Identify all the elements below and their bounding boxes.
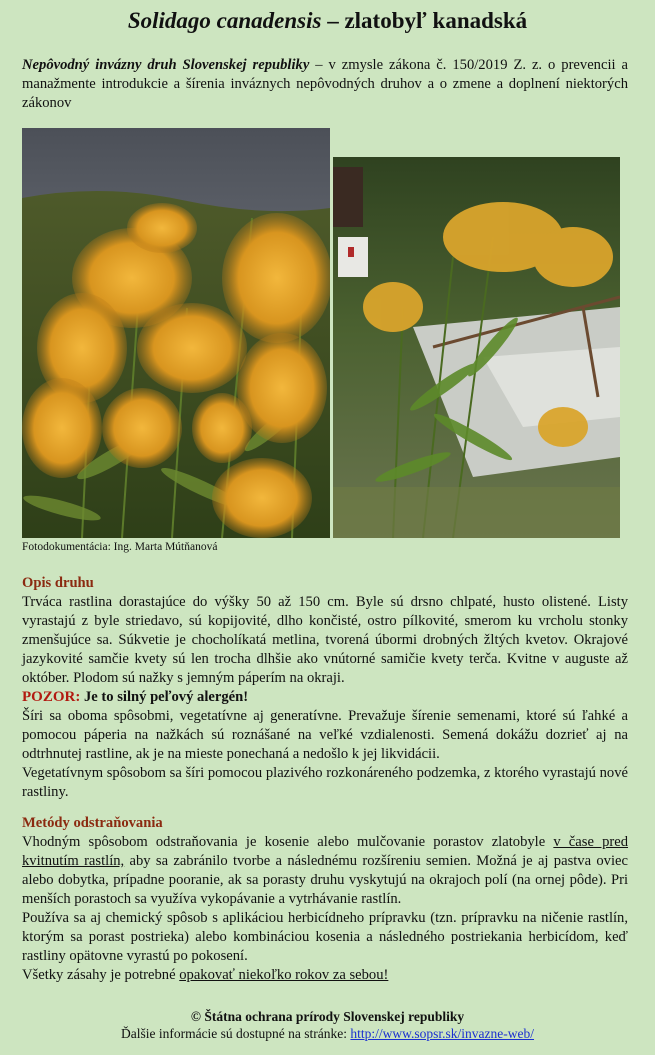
removal-section xyxy=(22,814,628,985)
photo-goldenrod-habitat xyxy=(333,157,620,538)
photo-goldenrod-closeup xyxy=(22,128,330,538)
footer-copyright: © Štátna ochrana prírody Slovenskej republiky xyxy=(190,1009,465,1024)
footer-info xyxy=(0,1026,655,1042)
removal-p1-underlined: v čase pred kvitnutím rastlín, xyxy=(22,834,629,869)
description-paragraph-2: Šíri sa oboma spôsobmi, vegetatívne aj generatívne. Prevažuje šírenie semenami, ktoré sú ľahké a pomocou páperia na nažkách sú roznášané na veľké vzdialenosti. Semená dokážu dozrieť aj na odtrhnutej rastline, ak je na mieste ponechaná a nedošlo k jej likvidácii. xyxy=(22,708,628,762)
description-paragraph-1: Trváca rastlina dorastajúce do výšky 50 až 150 cm. Byle sú drsno chlpaté, husto olistené. Listy vyrastajú z byle striedavo, sú kopijovité, dlho končisté, ostro pílkovité, smerom ku vrcholu stonky zmenšujúce sa. Súkvetie je chocholíkatá metlina, tvorená úbormi drobných žltých kvetov. Okrajové jazykovité samčie kvety sú len trocha dlhšie ako vnútorné samičie kvety terča. Kvitne v auguste až október. Plodom sú nažky s jemným páperím na okraji. xyxy=(22,594,628,686)
removal-paragraph-3 xyxy=(22,966,628,985)
warning-label: POZOR: xyxy=(22,689,81,705)
footer-info-text: Ďalšie informácie sú dostupné na stránke: xyxy=(120,1026,351,1041)
warning-text: Je to silný peľový alergén! xyxy=(80,689,249,705)
warning-line xyxy=(22,688,628,707)
removal-p1-before: Vhodným spôsobom odstraňovania je kosenie alebo mulčovanie porastov zlatobyle xyxy=(22,834,554,850)
latin-name: Solidago canadensis xyxy=(127,8,322,33)
removal-paragraph-1 xyxy=(22,833,628,909)
removal-p3-before: Všetky zásahy je potrebné xyxy=(22,967,180,983)
intro-paragraph xyxy=(22,56,628,113)
description-section xyxy=(22,574,628,802)
intro-text: – v zmysle zákona č. 150/2019 Z. z. o prevencii a manažmente introdukcie a šírenia inváznych nepôvodných druhov a o zmene a doplnení niektorých zákonov xyxy=(22,57,628,111)
removal-p1-after: aby sa zabránilo tvorbe a následnému rozšíreniu semien. Možná je aj pastva oviec alebo dobytka, prípadne pooranie, ak sa porasty druhu vyskytujú na okrajoch polí (na ornej pôde). Pri menších porastoch sa využíva vykopávanie a vytrhávanie rastlín. xyxy=(22,853,628,907)
footer-link[interactable]: http://www.sopsr.sk/invazne-web/ xyxy=(350,1026,535,1041)
removal-paragraph-2: Používa sa aj chemický spôsob s aplikáciou herbicídneho prípravku (tzn. prípravku na ničenie rastlín, ktorým sa porast postrieka) alebo kombináciou kosenia a následného postriekania herbicídom, keď rastliny opätovne vyrastú po pokosení. xyxy=(22,910,628,964)
description-heading: Opis druhu xyxy=(22,575,94,591)
removal-p3-underlined: opakovať niekoľko rokov za sebou! xyxy=(179,967,389,983)
photo-caption: Fotodokumentácia: Ing. Marta Mútňanová xyxy=(22,541,218,553)
title-separator: – xyxy=(321,8,345,33)
removal-heading: Metódy odstraňovania xyxy=(22,815,163,831)
common-name: zlatobyľ kanadská xyxy=(344,8,528,33)
intro-lead: Nepôvodný invázny druh Slovenskej republiky xyxy=(22,57,310,73)
page-title xyxy=(0,8,655,34)
description-paragraph-3: Vegetatívnym spôsobom sa šíri pomocou plazivého rozkonáreného podzemka, z ktorého vyrastajú nové rastliny. xyxy=(22,765,628,800)
